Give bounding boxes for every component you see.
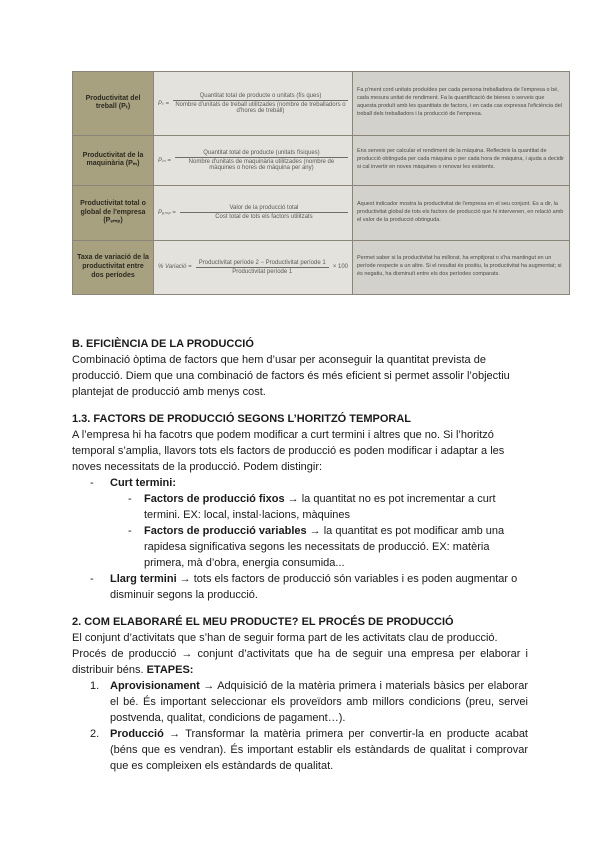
section-2-line-1: El conjunt d’activitats que s’han de seguir forma part de les activitats clau de producció. bbox=[72, 632, 498, 644]
formula-lhs: % Variació = bbox=[158, 264, 192, 271]
formula-cell bbox=[154, 186, 353, 240]
formula-denominator: Nombre d'unitats de treball utilitzades (nombre de treballadors o d'hores de treball) bbox=[175, 101, 346, 114]
formula-lhs: Pₜ = bbox=[158, 100, 169, 107]
formula-denominator: Nombre d'unitats de maquinària utilitzades (nombre de màquines o hores de màquina per any) bbox=[188, 158, 335, 171]
list-item-llarg-termini bbox=[72, 571, 528, 603]
factors-variables-text: → la quantitat es pot modificar amb una rapidesa significativa segons les necessitats de producció. EX: matèria primera, mà d’obra, energia consumida... bbox=[144, 525, 505, 569]
productivity-table-photo bbox=[72, 71, 570, 295]
section-1-3-title: 1.3. FACTORS DE PRODUCCIÓ SEGONS L’HORITZÓ TEMPORAL bbox=[72, 413, 411, 425]
process-definition: Procés de producció → conjunt d’activitats que ha de seguir una empresa per elaborar i distribuir béns. bbox=[72, 648, 528, 676]
step-text: → Adquisició de la matèria primera i materials bàsics per elaborar el bé. És important seleccionar els proveïdors amb millors condicions (preu, servei postvenda, qualitat, condicions de pagament…). bbox=[110, 680, 528, 724]
etapes-label: ETAPES: bbox=[146, 664, 194, 676]
step-text: → Transformar la matèria primera per convertir-la en producte acabat (béns que es vendran). És important establir els estàndards de qualitat i comprovar que es compleixen els estàndards de qualitat. bbox=[110, 728, 528, 772]
table-row bbox=[73, 135, 570, 186]
formula-numerator: Productivitat període 2 − Productivitat període 1 bbox=[196, 260, 329, 268]
factors-fixos-label: Factors de producció fixos bbox=[144, 493, 285, 505]
formula-numerator: Quantitat total de producte (unitats físiques) bbox=[175, 150, 348, 158]
list-item-curt-termini bbox=[72, 475, 528, 491]
formula-cell bbox=[154, 72, 353, 136]
section-2-line-2 bbox=[72, 646, 528, 678]
section-b-paragraph: Combinació òptima de factors que hem d’usar per aconseguir la quantitat prevista de producció. Diem que una combinació de factors és més eficient si permet assolir l’objectiu plantejat de producció amb menys cost. bbox=[72, 354, 510, 398]
list-item-factors-fixos bbox=[72, 491, 528, 523]
table-row bbox=[73, 72, 570, 136]
row-header: Taxa de variació de la productivitat entre dos períodes bbox=[73, 240, 154, 294]
bullet-marker: - bbox=[90, 477, 94, 489]
time-horizon-list bbox=[72, 475, 528, 603]
table-row bbox=[73, 186, 570, 240]
bullet-marker: - bbox=[128, 525, 132, 537]
formula-multiplier: × 100 bbox=[332, 264, 348, 271]
productivity-table bbox=[72, 71, 570, 295]
list-item-aprovisionament bbox=[72, 678, 528, 726]
step-label: Producció bbox=[110, 728, 164, 740]
formula-numerator: Valor de la producció total bbox=[180, 205, 348, 213]
section-b-title: B. EFICIÈNCIA DE LA PRODUCCIÓ bbox=[72, 338, 254, 350]
formula-lhs: Pₘ = bbox=[158, 157, 171, 164]
section-1-3-intro: A l’empresa hi ha facotrs que podem modificar a curt termini i altres que no. Si l’horitzó temporal s’amplia, llavors tots els factors de producció es poden modificar i adaptar a les noves necessitats de la producció. Podem distingir: bbox=[72, 429, 505, 473]
formula-cell bbox=[154, 135, 353, 186]
step-number: 1. bbox=[90, 680, 100, 692]
section-2-title: 2. COM ELABORARÉ EL MEU PRODUCTE? EL PROCÉS DE PRODUCCIÓ bbox=[72, 616, 454, 628]
curt-termini-label: Curt termini: bbox=[110, 477, 176, 489]
description-cell: Ens serveix per calcular el rendiment de la màquina. Reflecteix la quantitat de producció obtinguda per cada màquina o per cada hora de màquina, i ajuda a decidir si cal invertir en noves màquines o renovar les existents. bbox=[353, 135, 570, 186]
bullet-marker: - bbox=[90, 573, 94, 585]
factors-variables-label: Factors de producció variables bbox=[144, 525, 307, 537]
factors-fixos-text: → la quantitat no es pot incrementar a curt termini. EX: local, instal·lacions, màquines bbox=[144, 493, 496, 521]
formula-denominator: Cost total de tots els factors utilitzats bbox=[215, 214, 313, 221]
production-steps-list bbox=[72, 678, 528, 774]
table-row bbox=[73, 240, 570, 294]
formula-denominator: Productivitat període 1 bbox=[232, 268, 293, 275]
bullet-marker: - bbox=[128, 493, 132, 505]
row-header: Productivitat del treball (Pₜ) bbox=[73, 72, 154, 136]
formula-numerator: Quantitat total de producte o unitats (fís ques) bbox=[173, 93, 348, 101]
description-cell: Aquest indicador mostra la productivitat de l'empresa en el seu conjunt. Es a dir, la productivitat global de tots els factors de producció que hi intervenen, en relació amb el valor de la producció obtinguda. bbox=[353, 186, 570, 240]
step-label: Aprovisionament bbox=[110, 680, 200, 692]
document-body bbox=[72, 336, 528, 774]
llarg-termini-label: Llarg termini bbox=[110, 573, 177, 585]
list-item-factors-variables bbox=[72, 523, 528, 571]
llarg-termini-text: → tots els factors de producció són variables i es poden augmentar o disminuir segons la producció. bbox=[110, 573, 518, 601]
formula-lhs: Pₑₘₚ = bbox=[158, 210, 176, 217]
description-cell: Fa p'ment cord unitats produïdes per cada persona treballadora de l'empresa o bé, cada mesura unitat de rendiment. Fa la quantificació de bienes o serveis que aquesta produït amb les quantitats de factors, i en cada cas expressa l'eficiència del treball dels treballadors i la producció de l'empresa. bbox=[353, 72, 570, 136]
formula-cell bbox=[154, 240, 353, 294]
step-number: 2. bbox=[90, 728, 100, 740]
list-item-produccio bbox=[72, 726, 528, 774]
description-cell: Permet saber si la productivitat ha millorat, ha empitjorat o s'ha mantingut en un període respecte a un altre. Si el resultat és positiu, la productivitat ha augmentat; si és negatiu, ha disminuït entre els dos períodes comparats. bbox=[353, 240, 570, 294]
row-header: Productivitat total o global de l'empresa (Pₑₘₚ) bbox=[73, 186, 154, 240]
row-header: Productivitat de la maquinària (Pₘ) bbox=[73, 135, 154, 186]
